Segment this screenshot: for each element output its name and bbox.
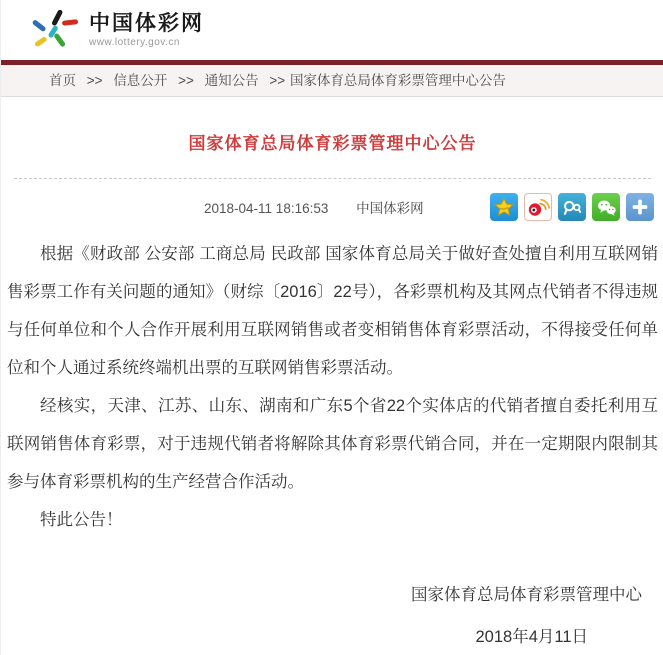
lottery-logo-icon <box>31 8 81 52</box>
signature: 国家体育总局体育彩票管理中心 <box>411 586 642 604</box>
site-url: www.lottery.gov.cn <box>89 36 180 48</box>
breadcrumb-notices[interactable]: 通知公告 <box>204 73 259 88</box>
share-toolbar <box>484 193 654 221</box>
article-body <box>1 229 663 539</box>
article-meta <box>1 179 663 229</box>
breadcrumb-current-page: 国家体育总局体育彩票管理中心公告 <box>289 73 506 88</box>
breadcrumb-info-disclosure[interactable]: 信息公开 <box>113 73 168 88</box>
paragraph-1: 根据《财政部 公安部 工商总局 民政部 国家体育总局关于做好查处擅自利用互联网销售彩票工作有关问题的通知》（财综〔2016〕22号），各彩票机构及其网点代销者不得违规与任何单位和个人合作开展利用互联网销售或者变相销售体育彩票活动，不得接受任何单位和个人通过系统终端机出票的互联网销售彩票活动。 <box>7 245 658 377</box>
site-logo[interactable] <box>31 8 204 52</box>
tencent-weibo-share-icon[interactable] <box>558 193 586 221</box>
qzone-share-icon[interactable] <box>490 193 518 221</box>
paragraph-2: 经核实，天津、江苏、山东、湖南和广东5个省22个实体店的代销者擅自委托利用互联网销售体育彩票，对于违规代销者将解除其体育彩票代销合同，并在一定期限内限制其参与体育彩票机构的生产经营合作活动。 <box>7 397 658 491</box>
paragraph-3: 特此公告！ <box>40 511 123 529</box>
wechat-share-icon[interactable] <box>592 193 620 221</box>
logo-text <box>89 13 204 48</box>
publish-date: 2018-04-11 18:16:53 <box>204 201 329 216</box>
page-title: 国家体育总局体育彩票管理中心公告 <box>188 134 477 153</box>
breadcrumb <box>1 60 663 97</box>
weibo-share-icon[interactable] <box>524 193 552 221</box>
breadcrumb-separator: >> <box>178 73 194 88</box>
meta-text <box>204 197 424 217</box>
more-share-icon[interactable] <box>626 193 654 221</box>
breadcrumb-separator: >> <box>86 73 103 88</box>
article-source: 中国体彩网 <box>356 201 424 216</box>
breadcrumb-separator: >> <box>269 73 286 88</box>
site-name: 中国体彩网 <box>89 11 204 35</box>
breadcrumb-home[interactable]: 首页 <box>49 73 76 88</box>
signature-date: 2018年4月11日 <box>475 628 588 646</box>
site-header <box>1 0 663 60</box>
